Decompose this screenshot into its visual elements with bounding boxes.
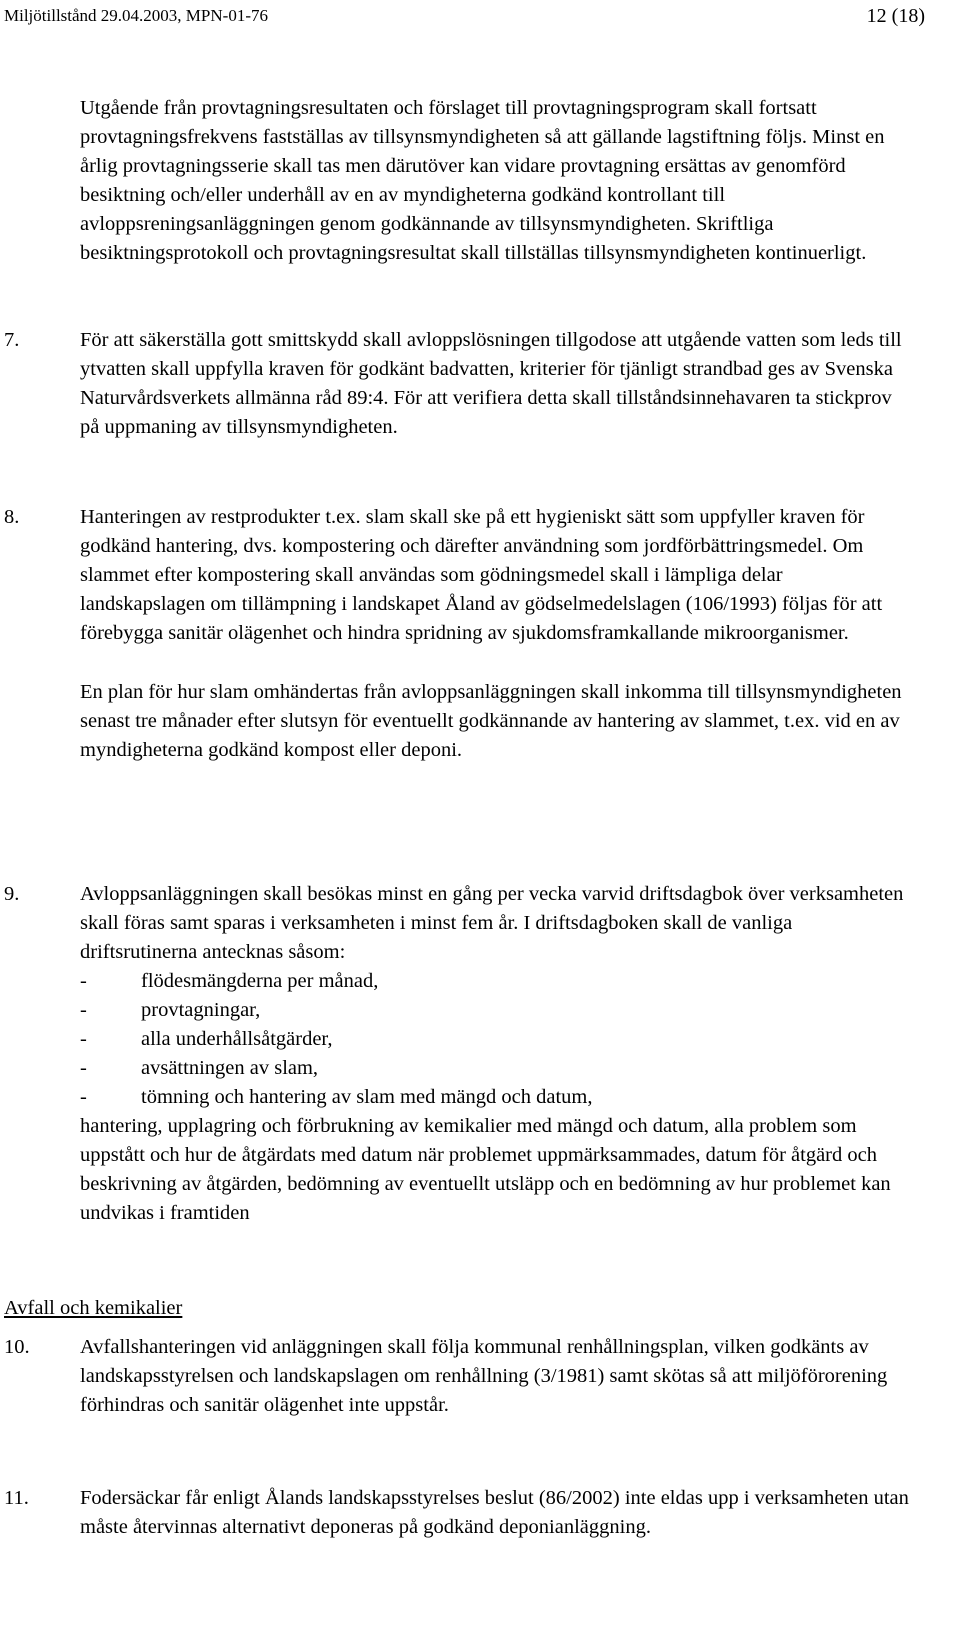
list-item-text: tömning och hantering av slam med mängd och datum, [141,1086,593,1108]
section-heading: Avfall och kemikalier [4,1297,183,1319]
list-item-9 [4,880,910,1228]
dash-bullet: - [80,1086,87,1108]
list-item [80,1083,910,1112]
item-text: Avfallshanteringen vid anläggningen skall följa kommunal renhållningsplan, vilken godkänts av landskapsstyrelsen och landskapslagen om renhållning (3/1981) samt skötas så att miljöförorening förhindras och sanitär olägenhet inte uppstår. [80,1336,888,1416]
dash-bullet: - [80,1057,87,1079]
item-number: 9. [4,883,20,905]
intro-paragraph: Utgående från provtagningsresultaten och förslaget till provtagningsprogram skall fortsatt provtagningsfrekvens fastställas av tillsynsmyndigheten så att gällande lagstiftning följs. Minst en årlig provtagningsserie skall tas men därutöver kan vidare provtagning ersättas av genomförd besiktning och/eller underhåll av en av myndigheterna godkänd kontrollant till avloppsreningsanläggningen genom godkännande av tillsynsmyndigheten. Skriftliga besiktningsprotokoll och provtagningsresultat skall tillställas tillsynsmyndigheten kontinuerligt. [80,97,885,264]
document-reference: Miljötillstånd 29.04.2003, MPN-01-76 [4,6,268,25]
item-number: 8. [4,506,20,528]
list-item-text: avsättningen av slam, [141,1057,319,1079]
item-text-continued: En plan för hur slam omhändertas från avloppsanläggningen skall inkomma till tillsynsmyndigheten senast tre månader efter slutsyn för eventuellt godkännande av hantering av slammet, t.ex. vid en av myndigheterna godkänd kompost eller deponi. [80,681,902,761]
list-item [80,1054,910,1083]
list-item-text: alla underhållsåtgärder, [141,1028,333,1050]
item-number: 10. [4,1336,30,1358]
list-item-8 [4,503,910,765]
dash-list [80,967,910,1112]
item-number: 11. [4,1487,29,1509]
item-text: Avloppsanläggningen skall besökas minst en gång per vecka varvid driftsdagbok över verksamheten skall föras samt sparas i verksamheten i minst fem år. I driftsdagboken skall de vanliga driftsrutinerna antecknas såsom: [80,883,904,963]
item-text: Hanteringen av restprodukter t.ex. slam skall ske på ett hygieniskt sätt som uppfyller kraven för godkänd hantering, dvs. kompostering och därefter användning som jordförbättringsmedel. Om slammet efter kompostering skall användas som gödningsmedel skall i lämpliga delar landskapslagen om tillämpning i landskapet Åland av gödselmedelslagen (106/1993) följas för att förebygga sanitär olägenhet och hindra spridning av sjukdomsframkallande mikroorganismer. [80,506,883,644]
item-text-after-list: hantering, upplagring och förbrukning av kemikalier med mängd och datum, alla problem som uppstått och hur de åtgärdats med datum när problemet uppmärksammades, datum för åtgärd och beskrivning av åtgärden, bedömning av eventuellt utsläpp och en bedömning av hur problemet kan undvikas i framtiden [80,1115,891,1224]
list-item [80,967,910,996]
list-item-10 [4,1333,910,1420]
list-item-7 [4,326,910,442]
dash-bullet: - [80,1028,87,1050]
item-number: 7. [4,329,20,351]
item-text: Fodersäckar får enligt Ålands landskapsstyrelses beslut (86/2002) inte eldas upp i verksamheten utan måste återvinnas alternativt deponeras på godkänd deponianläggning. [80,1487,909,1538]
dash-bullet: - [80,999,87,1021]
page-number: 12 (18) [866,5,925,27]
item-text: För att säkerställa gott smittskydd skall avloppslösningen tillgodose att utgående vatten som leds till ytvatten skall uppfylla kraven för godkänt badvatten, kriterier för tjänligt strandbad ges av Svenska Naturvårdsverkets allmänna råd 89:4. För att verifiera detta skall tillståndsinnehavaren ta stickprov på uppmaning av tillsynsmyndigheten. [80,329,902,438]
list-item [80,996,910,1025]
list-item-11 [4,1484,910,1542]
dash-bullet: - [80,970,87,992]
list-item-text: provtagningar, [141,999,261,1021]
list-item [80,1025,910,1054]
list-item-text: flödesmängderna per månad, [141,970,379,992]
